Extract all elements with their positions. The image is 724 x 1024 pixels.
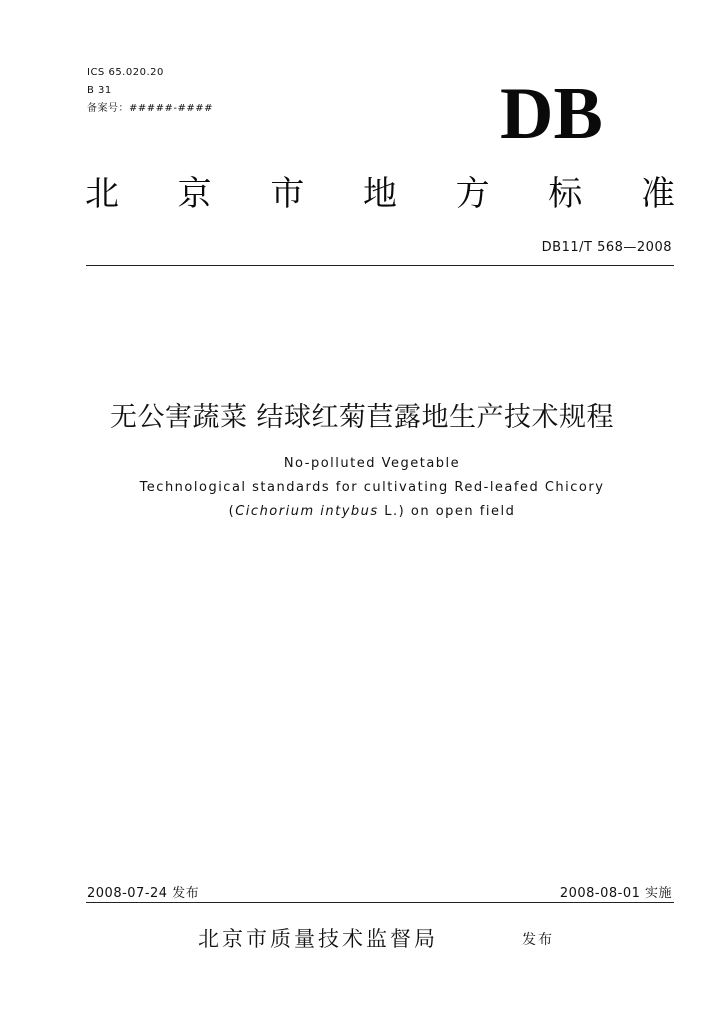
top-divider [86, 265, 674, 266]
title-char: 市 [270, 174, 305, 214]
filing-number: 备案号：#####-#### [87, 103, 214, 114]
document-title-cn: 无公害蔬菜 结球红菊苣露地生产技术规程 [109, 402, 615, 433]
bottom-divider [86, 902, 674, 903]
document-title-en-line1: No-polluted Vegetable [283, 456, 461, 471]
db-logo: DB [500, 73, 603, 155]
standard-category-title [85, 170, 675, 218]
title-char: 标 [548, 174, 583, 214]
standard-number: DB11/T 568—2008 [541, 240, 672, 255]
issue-date: 2008-07-24 发布 [87, 886, 200, 901]
ics-code: ICS 65.020.20 [87, 67, 164, 78]
implementation-date: 2008-08-01 实施 [559, 886, 672, 901]
classification-code: B 31 [87, 85, 112, 96]
title-char: 地 [362, 174, 397, 214]
title-char: 方 [455, 174, 490, 214]
title-char: 北 [85, 174, 119, 214]
title-en-line3-rest: L.) on open field [378, 504, 516, 519]
title-char: 京 [177, 174, 212, 214]
title-char: 准 [640, 174, 675, 214]
issuer-suffix: 发布 [522, 932, 554, 948]
species-name: Cichorium intybus [235, 504, 379, 519]
issuing-authority: 北京市质量技术监督局 [198, 927, 438, 951]
document-title-en-line2: Technological standards for cultivating Red-leafed Chicory [139, 480, 605, 495]
paren-open: ( [228, 504, 236, 519]
document-title-en-line3 [0, 503, 724, 521]
